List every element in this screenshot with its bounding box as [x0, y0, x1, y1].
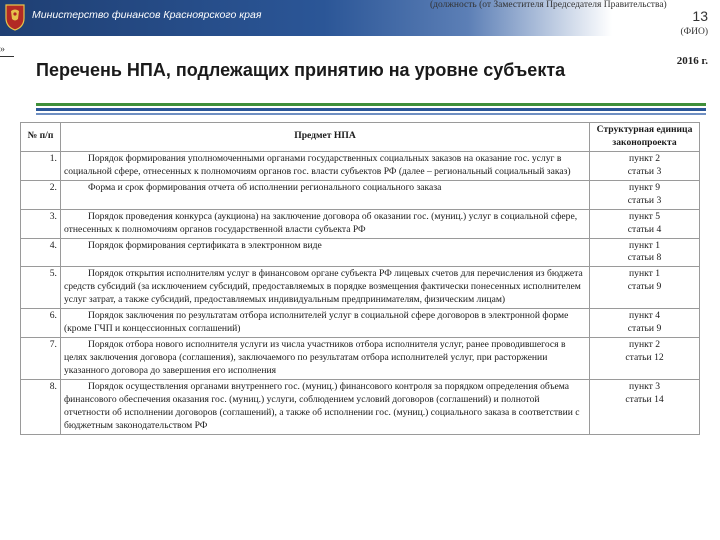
unit-article: статьи 4: [627, 223, 662, 235]
row-unit: [590, 309, 700, 338]
position-note: (должность (от Заместителя Председателя Правительства): [430, 0, 667, 10]
row-number: 8.: [21, 379, 61, 434]
table-row: [21, 309, 700, 338]
fio-label: (ФИО): [680, 27, 708, 37]
quote-mark: »: [0, 44, 5, 55]
coat-of-arms-icon: [4, 3, 26, 31]
row-number: 2.: [21, 180, 61, 209]
row-number: 5.: [21, 267, 61, 309]
unit-point: пункт 2: [629, 339, 661, 351]
table-row: [21, 180, 700, 209]
row-subject: Порядок открытия исполнителям услуг в финансовом органе субъекта РФ лицевых счетов для перечисления из бюджета средств субсидий (за исключением субсидий, предоставляемых в порядке возмещения фактически понесенных исполнителем услуг затрат, а также субсидий, предоставляемых индивидуальным предпринимателям, физическим лицам): [60, 267, 589, 309]
page-number: 13: [692, 8, 708, 24]
row-unit: [590, 379, 700, 434]
table-row: [21, 379, 700, 434]
divider-green: [36, 103, 706, 106]
row-unit: [590, 238, 700, 267]
unit-point: пункт 1: [629, 268, 661, 280]
table-header-row: [21, 123, 700, 152]
row-unit: [590, 151, 700, 180]
unit-article: статьи 9: [627, 281, 662, 293]
unit-article: статьи 9: [627, 323, 662, 335]
row-subject: Порядок отбора нового исполнителя услуги из числа участников отбора исполнителя услуг, ранее проводившегося в целях заключения договора (соглашения), заключаемого по результатам отбора исполнителей услуг, при расторжении указанного договора до завершения его исполнения: [60, 338, 589, 380]
table-row: [21, 338, 700, 380]
unit-article: статьи 14: [625, 393, 664, 405]
row-subject: Форма и срок формирования отчета об исполнении регионального социального заказа: [60, 180, 589, 209]
row-number: 1.: [21, 151, 61, 180]
table-row: [21, 209, 700, 238]
row-subject: Порядок осуществления органами внутреннего гос. (муниц.) финансового контроля за порядком определения объема финансового обеспечения оказания гос. (муниц.) услуги, соблюдением условий договоров (соглашений) и полнотой отчетности об исполнении договоров (соглашений), а также об исполнении гос. (муниц.) социального заказа в соответствии с бюджетным законодательством РФ: [60, 379, 589, 434]
row-subject: Порядок формирования сертификата в электронном виде: [60, 238, 589, 267]
ministry-name: Министерство финансов Красноярского края: [32, 9, 262, 21]
unit-article: статьи 3: [627, 194, 662, 206]
row-number: 4.: [21, 238, 61, 267]
npa-table: [20, 122, 700, 435]
table-row: [21, 151, 700, 180]
year-text: 2016 г.: [676, 55, 708, 67]
unit-point: пункт 3: [629, 380, 661, 392]
header-subject: Предмет НПА: [60, 123, 589, 152]
row-number: 6.: [21, 309, 61, 338]
header-unit: Структурная единица законопроекта: [590, 123, 700, 152]
table-row: [21, 238, 700, 267]
signature-line: [0, 56, 14, 57]
header-num: № п/п: [21, 123, 61, 152]
unit-point: пункт 5: [629, 210, 661, 222]
unit-article: статьи 12: [625, 352, 664, 363]
unit-point: пункт 2: [629, 152, 661, 164]
row-unit: [590, 267, 700, 309]
row-number: 7.: [21, 338, 61, 380]
row-unit: [590, 180, 700, 209]
divider-blue: [36, 108, 706, 111]
unit-point: пункт 4: [629, 310, 661, 322]
row-unit: [590, 338, 700, 380]
unit-point: пункт 9: [629, 181, 661, 193]
unit-article: статьи 3: [627, 165, 662, 177]
row-unit: [590, 209, 700, 238]
divider-blue-light: [36, 113, 706, 115]
unit-point: пункт 1: [629, 239, 661, 251]
row-number: 3.: [21, 209, 61, 238]
row-subject: Порядок заключения по результатам отбора исполнителей услуг в социальной сфере договоров в электронной форме (кроме ГЧП и концессионных соглашений): [60, 309, 589, 338]
table-row: [21, 267, 700, 309]
row-subject: Порядок формирования уполномоченными органами государственных социальных заказов на оказание гос. услуг в социальной сфере, отнесенных к полномочиям органов гос. власти субъектов РФ (далее – региональный социальный заказ): [60, 151, 589, 180]
unit-article: статьи 8: [627, 252, 662, 264]
page-title: Перечень НПА, подлежащих принятию на уровне субъекта: [36, 60, 566, 80]
row-subject: Порядок проведения конкурса (аукциона) на заключение договора об оказании гос. (муниц.) услуг в социальной сфере, отнесенных к полномочиям органов государственной власти субъекта РФ: [60, 209, 589, 238]
